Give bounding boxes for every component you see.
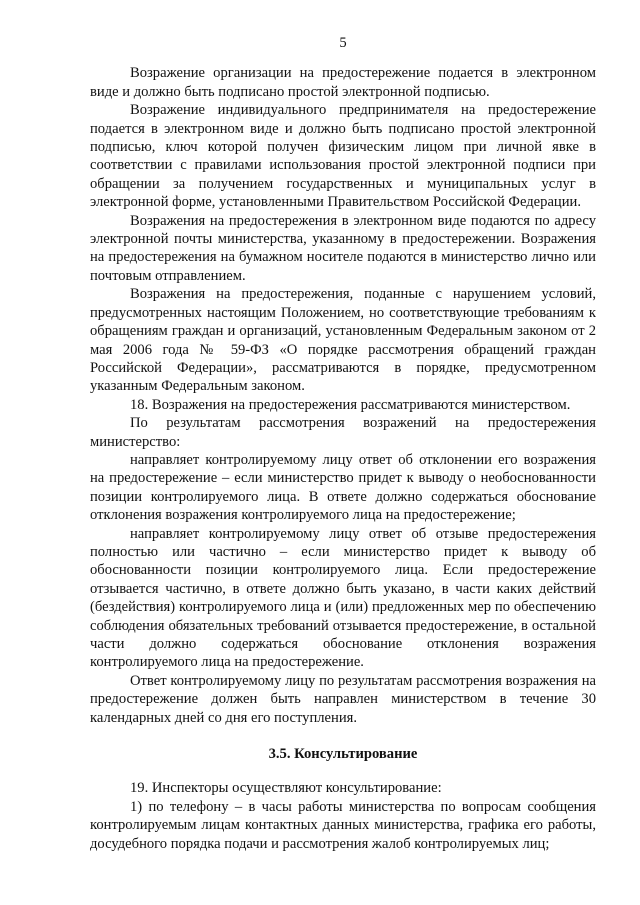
paragraph-review-results: По результатам рассмотрения возражений на предостережения министерство: [90, 415, 596, 450]
paragraph-ip-objection: Возражение индивидуального предпринимателя на предостережение подается в электронном виде и должно быть подписано простой электронной подписью, ключ которой получен физическим лицом при личной явке в соответствии с правилами использования простой электронной подписи при обращении за получением государственных и муниципальных услуг в электронной форме, установленными Правительством Российской Федерации. [90, 102, 596, 211]
paragraph-response-deadline: Ответ контролируемому лицу по результатам рассмотрения возражения на предостережение должен быть направлен министерством в течение 30 календарных дней со дня его поступления. [90, 672, 596, 726]
paragraph-phone-consulting: 1) по телефону – в часы работы министерства по вопросам сообщения контролируемым лицам контактных данных министерства, графика его работы, досудебного порядка подачи и рассмотрения жалоб контролируемых лиц; [90, 798, 596, 852]
paragraph-rejection: направляет контролируемому лицу ответ об отклонении его возражения на предостережение – если министерство придет к выводу о необоснованности позиции контролируемого лица. В ответе должно содержаться обоснование отклонения возражения контролируемого лица на предостережение; [90, 451, 596, 524]
page-number: 5 [339, 35, 347, 51]
paragraph-item-19: 19. Инспекторы осуществляют консультирование: [130, 780, 442, 797]
paragraph-withdrawal: направляет контролируемому лицу ответ об отзыве предостережения полностью или частично – если министерство придет к выводу об обоснованности позиции контролируемого лица. Если предостережение отзывается частично, в ответе должно быть указано, в части каких действий (бездействия) контролируемого лица и (или) предложенных мер по обеспечению соблюдения обязательных требований отзывается предостережение, в остальной части должно содержаться обоснование отклонения возражения контролируемого лица на предостережение. [90, 525, 596, 671]
paragraph-org-objection: Возражение организации на предостережение подается в электронном виде и должно быть подписано простой электронной подписью. [90, 65, 596, 100]
paragraph-submission-channels: Возражения на предостережения в электронном виде подаются по адресу электронной почты министерства, указанному в предостережении. Возражения на предостережения на бумажном носителе подаются в министерство лично или почтовым отправлением. [90, 212, 596, 284]
paragraph-violations: Возражения на предостережения, поданные с нарушением условий, предусмотренных настоящим Положением, но соответствующие требованиям к обращениям граждан и организаций, установленным Федеральным законом от 2 мая 2006 года № 59-ФЗ «О порядке рассмотрения обращений граждан Российской Федерации», рассматриваются в порядке, предусмотренном указанным Федеральным законом. [90, 286, 596, 395]
section-title: 3.5. Консультирование [268, 746, 418, 763]
paragraph-item-18: 18. Возражения на предостережения рассматриваются министерством. [130, 396, 571, 413]
document-page [90, 34, 596, 853]
